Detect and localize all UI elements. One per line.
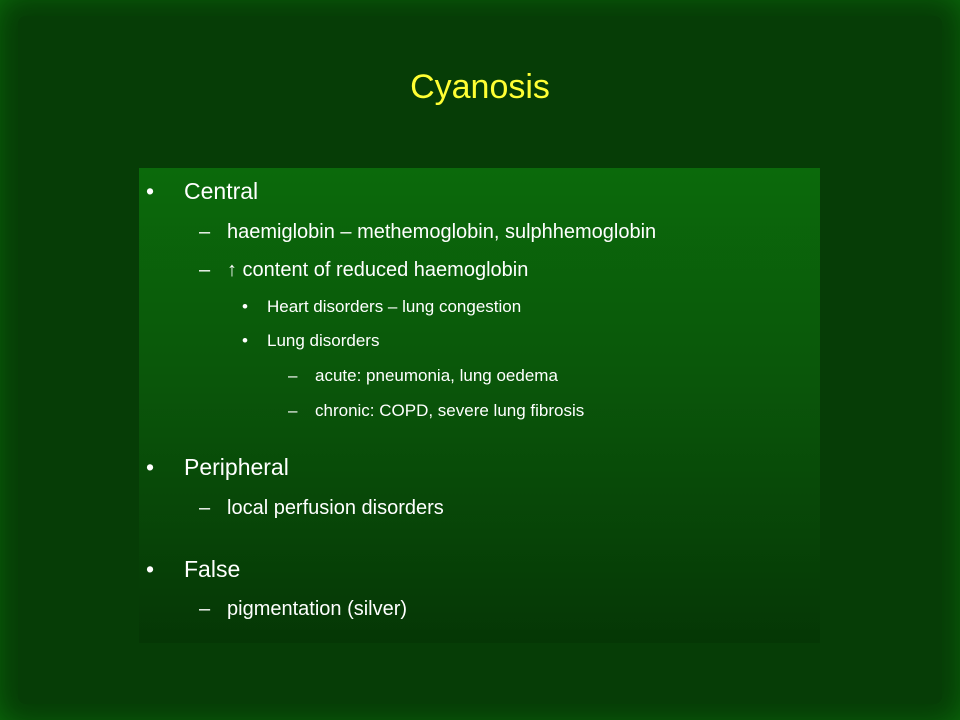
- sub-item-text: haemiglobin – methemoglobin, sulphhemoglobin: [227, 221, 657, 243]
- bullet-marker: •: [146, 178, 155, 204]
- dash-marker: –: [288, 366, 298, 385]
- dash-marker: –: [199, 497, 211, 519]
- slide-title: Cyanosis: [410, 68, 550, 106]
- dash-marker: –: [199, 259, 211, 281]
- sub-item-text: ↑ content of reduced haemoglobin: [227, 259, 529, 281]
- dash-marker: –: [199, 221, 211, 243]
- bullet-label: Central: [184, 178, 259, 204]
- bullet-marker: •: [242, 331, 248, 350]
- bullet-marker: •: [242, 297, 248, 316]
- content-panel: [139, 168, 820, 643]
- lung-item-text: acute: pneumonia, lung oedema: [315, 366, 558, 385]
- bullet-label: Peripheral: [184, 454, 289, 480]
- detail-text: Heart disorders – lung congestion: [267, 297, 522, 316]
- bullet-label: False: [184, 556, 241, 582]
- dash-marker: –: [199, 598, 211, 620]
- lung-item-text: chronic: COPD, severe lung fibrosis: [315, 401, 585, 420]
- detail-text: Lung disorders: [267, 331, 380, 350]
- bullet-marker: •: [146, 454, 155, 480]
- sub-item-text: pigmentation (silver): [227, 598, 408, 620]
- dash-marker: –: [288, 401, 298, 420]
- bullet-marker: •: [146, 556, 155, 582]
- sub-item-text: local perfusion disorders: [227, 497, 444, 519]
